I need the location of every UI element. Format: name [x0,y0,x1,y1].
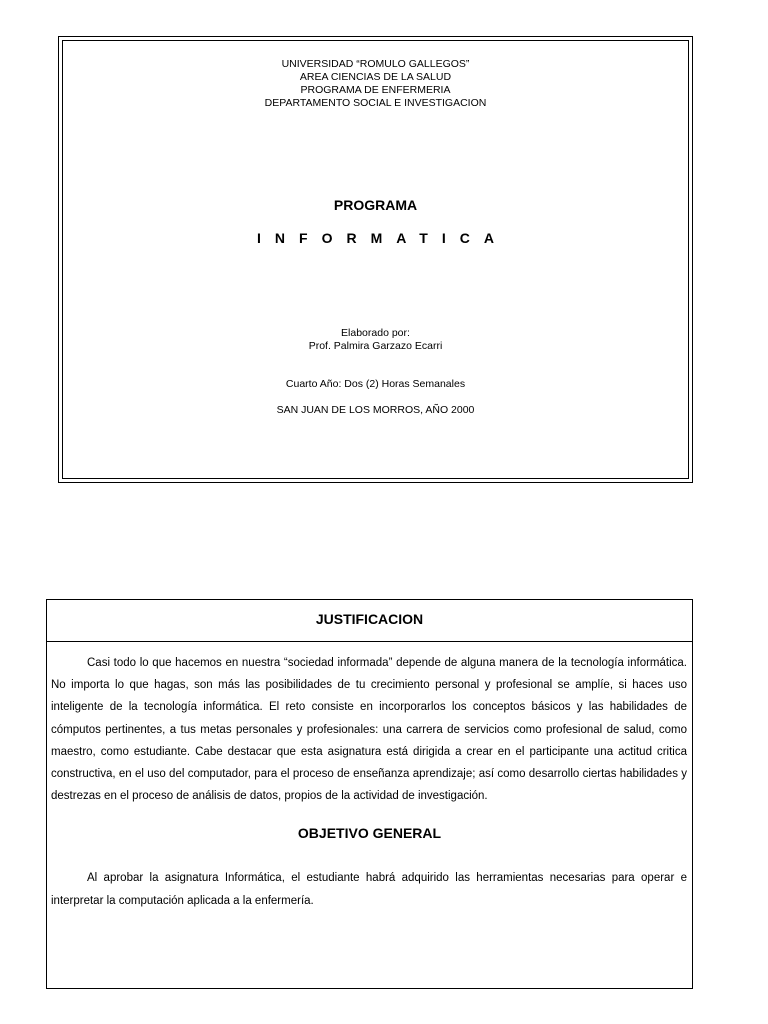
author-block [63,327,688,353]
justification-box [46,599,693,989]
objective-heading: OBJETIVO GENERAL [297,825,442,842]
institution-header [63,58,688,110]
program-name: PROGRAMA DE ENFERMERIA [300,84,451,96]
cover-inner-border [62,40,689,479]
department-name: DEPARTAMENTO SOCIAL E INVESTIGACION [264,97,487,109]
location-date: SAN JUAN DE LOS MORROS, AÑO 2000 [276,404,475,416]
objective-paragraph: Al aprobar la asignatura Informática, el estudiante habrá adquirido las herramientas necesarias para operar e interpretar la computación aplicada a la enfermería. [51,872,687,907]
author-label: Elaborado por: [341,327,410,339]
author-name: Prof. Palmira Garzazo Ecarri [308,340,443,352]
cover-page-frame [58,36,693,483]
subject-title: INFORMATICA [257,230,508,246]
schedule-text: Cuarto Año: Dos (2) Horas Semanales [285,378,466,390]
area-name: AREA CIENCIAS DE LA SALUD [299,71,452,83]
program-title: PROGRAMA [333,197,418,213]
university-name: UNIVERSIDAD “ROMULO GALLEGOS” [281,58,470,70]
justification-heading: JUSTIFICACION [47,600,692,642]
justification-paragraph: Casi todo lo que hacemos en nuestra “sociedad informada” depende de alguna manera de la tecnología informática. No importa lo que hagas, son más las posibilidades de tu crecimiento personal y profesional se amplíe, si haces uso inteligente de la tecnología informática. El reto consiste en incorporarlos los conceptos básicos y las habilidades de cómputos pertinentes, a tus metas personales y profesionales: una carrera de servicios como profesional de salud, como maestro, como estudiante. Cabe destacar que esta asignatura está dirigida a crear en el participante una actitud critica constructiva, en el uso del computador, para el proceso de enseñanza aprendizaje; así como desarrollo ciertas habilidades y destrezas en el proceso de análisis de datos, propios de la actividad de investigación. [51,657,687,803]
